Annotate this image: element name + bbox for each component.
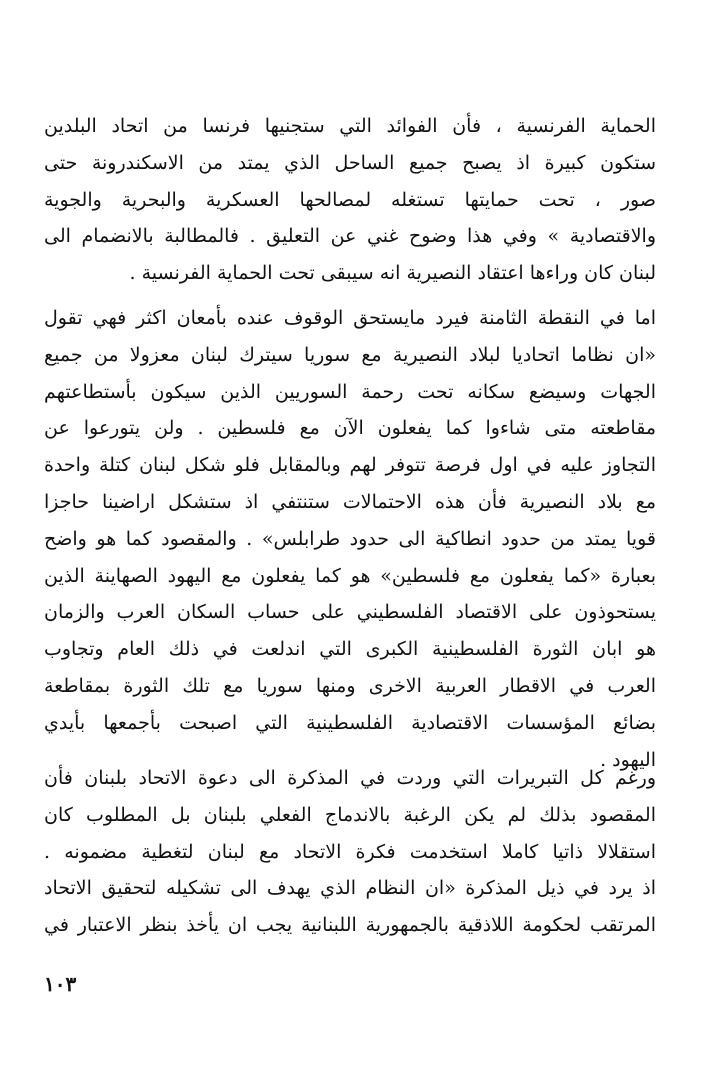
text-line: ورغم كل التبريرات التي وردت في المذكرة الى دعوة الاتحاد بلبنان فأن	[44, 767, 656, 789]
text-line: قويا يمتد من حدود انطاكية الى حدود طرابلس» . والمقصود كما هو واضح	[44, 527, 656, 550]
text-line: اما في النقطة الثامنة فيرد مايستحق الوقوف عنده بأمعان اكثر فهي تقول	[44, 307, 656, 329]
paragraph-2	[44, 300, 656, 778]
text-line: استقلالا ذاتيا كاملا استخدمت فكرة الاتحاد مع لبنان لتغطية مضمونه .	[44, 840, 656, 863]
text-line: يستحوذون على الاقتصاد الفلسطيني على حساب السكان العرب والزمان	[44, 601, 656, 624]
text-line: المرتقب لحكومة اللاذقية بالجمهورية اللبنانية يجب ان يأخذ بنظر الاعتبار في	[44, 914, 656, 937]
text-line: ستكون كبيرة اذ يصبح جميع الساحل الذي يمتد من الاسكندرونة حتى	[44, 151, 656, 174]
text-line: مع بلاد النصيرية فأن هذه الاحتمالات ستنتفي اذ ستشكل اراضينا حاجزا	[44, 490, 656, 513]
text-line: التجاوز عليه في اول فرصة تتوفر لهم وبالمقابل فلو شكل لبنان كتلة واحدة	[44, 454, 656, 477]
page-number: ١٠٣	[44, 972, 77, 996]
text-line: صور ، تحت حمايتها تستغله لمصالحها العسكرية والبحرية والجوية	[44, 188, 656, 211]
text-line: الحماية الفرنسية ، فأن الفوائد التي ستجنيها فرنسا من اتحاد البلدين	[44, 115, 656, 137]
text-line: اذ يرد في ذيل المذكرة «ان النظام الذي يهدف الى تشكيله لتحقيق الاتحاد	[44, 877, 656, 900]
text-line: اليهود .	[600, 748, 656, 771]
text-line: مقاطعته متى شاءوا كما يفعلون الآن مع فلسطين . ولن يتورعوا عن	[44, 417, 656, 440]
text-line: بضائع المؤسسات الاقتصادية الفلسطينية التي اصبحت بأجمعها بأيدي	[44, 711, 656, 734]
paragraph-1	[44, 108, 656, 292]
text-line: «ان نظاما اتحاديا لبلاد النصيرية مع سوريا سيترك لبنان معزولا من جميع	[44, 343, 656, 366]
text-line: لبنان كان وراءها اعتقاد النصيرية انه سيبقى تحت الحماية الفرنسية .	[129, 262, 656, 285]
paragraph-3	[44, 760, 656, 944]
text-line: المقصود بذلك لم يكن الرغبة بالاندماج الفعلي بلبنان بل المطلوب كان	[44, 803, 656, 826]
text-line: بعبارة «كما يفعلون مع فلسطين» هو كما يفعلون مع اليهود الصهاينة الذين	[44, 564, 656, 587]
text-line: والاقتصادية » وفي هذا وضوح غني عن التعليق . فالمطالبة بالانضمام الى	[44, 225, 656, 248]
text-line: الجهات وسيضع سكانه تحت رحمة السوريين الذين سيكون بأستطاعتهم	[44, 380, 656, 403]
text-line: العرب في الاقطار العربية الاخرى ومنها سوريا مع تلك الثورة بمقاطعة	[44, 674, 656, 697]
text-line: هو ابان الثورة الفلسطينية الكبرى التي اندلعت في ذلك العام وتجاوب	[44, 638, 656, 661]
